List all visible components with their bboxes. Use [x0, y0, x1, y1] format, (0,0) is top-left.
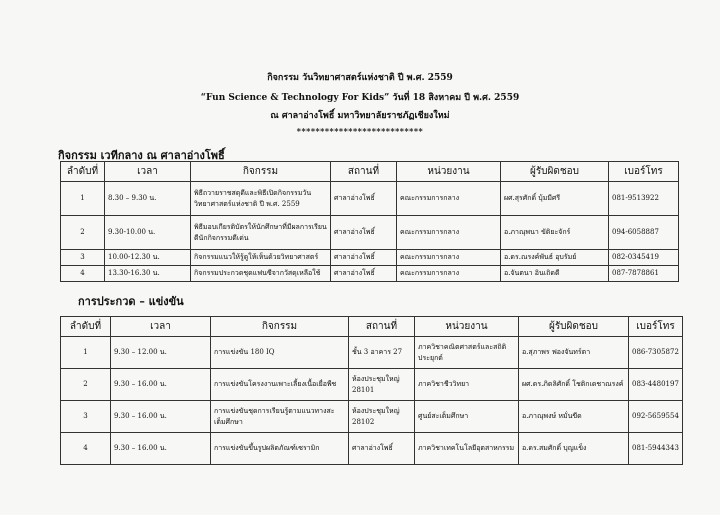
row-no: 1 — [61, 337, 111, 369]
row-phone: 081-9513922 — [609, 182, 679, 216]
col-header: ลำดับที่ — [61, 317, 111, 337]
row-unit: ศูนย์สะเต็มศึกษา — [415, 401, 519, 433]
row-place: ชั้น 3 อาคาร 27 — [349, 337, 415, 369]
row-place: ศาลาอ่างโพธิ์ — [349, 433, 415, 465]
row-no: 4 — [61, 266, 105, 282]
row-person: อ.จันตนา อินเถิดดี — [501, 266, 609, 282]
row-unit: คณะกรรมการกลาง — [397, 266, 501, 282]
row-phone: 087-7878861 — [609, 266, 679, 282]
row-activity: พิธีมอบเกียรติบัตรให้นักศึกษาที่มีผลการเรียนดีนักกิจกรรมดีเด่น — [191, 216, 331, 250]
row-time: 9.30 – 16.00 น. — [111, 433, 211, 465]
col-header: เบอร์โทร — [629, 317, 683, 337]
row-phone: 083-4480197 — [629, 369, 683, 401]
row-activity: การแข่งขันชุดการเรียนรู้ตามแนวทางสะเต็มศึกษา — [211, 401, 349, 433]
contest-table — [60, 316, 683, 465]
row-place: ห้องประชุมใหญ่ 28101 — [349, 369, 415, 401]
row-no: 2 — [61, 369, 111, 401]
col-header: ผู้รับผิดชอบ — [501, 162, 609, 182]
col-header: หน่วยงาน — [415, 317, 519, 337]
row-no: 2 — [61, 216, 105, 250]
row-person: อ.ดร.สมศักดิ์ บุญแข็ง — [519, 433, 629, 465]
table-header-row — [61, 162, 679, 182]
table-row — [61, 182, 679, 216]
row-time: 8.30 – 9.30 น. — [105, 182, 191, 216]
row-place: ศาลาอ่างโพธิ์ — [331, 266, 397, 282]
row-unit: คณะกรรมการกลาง — [397, 182, 501, 216]
row-phone: 081-5944343 — [629, 433, 683, 465]
doc-separator: *************************** — [296, 126, 424, 136]
row-place: ศาลาอ่างโพธิ์ — [331, 250, 397, 266]
row-phone: 082-0345419 — [609, 250, 679, 266]
row-no: 4 — [61, 433, 111, 465]
table-row — [61, 369, 683, 401]
col-header: หน่วยงาน — [397, 162, 501, 182]
row-unit: ภาควิชาคณิตศาสตร์และสถิติประยุกต์ — [415, 337, 519, 369]
table-row — [61, 433, 683, 465]
col-header: กิจกรรม — [211, 317, 349, 337]
row-time: 9.30 – 16.00 น. — [111, 401, 211, 433]
col-header: สถานที่ — [349, 317, 415, 337]
row-activity: กิจกรรมแนวให้รู้ดูให้เห็นด้วยวิทยาศาสตร์ — [191, 250, 331, 266]
section-title-stage: กิจกรรม เวทีกลาง ณ ศาลาอ่างโพธิ์ — [58, 149, 225, 162]
row-person: ผศ.ดร.ภิดลิศักดิ์ โชติกเดชาณรงค์ — [519, 369, 629, 401]
row-time: 9.30-10.00 น. — [105, 216, 191, 250]
col-header: กิจกรรม — [191, 162, 331, 182]
row-activity: การแข่งขัน 180 IQ — [211, 337, 349, 369]
col-header: เวลา — [111, 317, 211, 337]
row-time: 13.30-16.30 น. — [105, 266, 191, 282]
col-header: ลำดับที่ — [61, 162, 105, 182]
doc-title: กิจกรรม วันวิทยาศาสตร์แห่งชาติ ปี พ.ศ. 2559 — [267, 73, 453, 83]
row-no: 3 — [61, 401, 111, 433]
row-activity: การแข่งขันโครงงานเพาะเลี้ยงเนื้อเยื่อพืช — [211, 369, 349, 401]
row-time: 9.30 – 16.00 น. — [111, 369, 211, 401]
row-phone: 092-5659554 — [629, 401, 683, 433]
row-place: ศาลาอ่างโพธิ์ — [331, 182, 397, 216]
row-person: อ.สุภาพร ฟองจันทร์ตา — [519, 337, 629, 369]
row-unit: ภาควิชาเทคโนโลยีอุตสาหกรรม — [415, 433, 519, 465]
stage-activities-table — [60, 161, 679, 282]
doc-subtitle: “Fun Science & Technology For Kids” วันที่ 18 สิงหาคม ปี พ.ศ. 2559 — [200, 93, 520, 103]
col-header: ผู้รับผิดชอบ — [519, 317, 629, 337]
row-phone: 086-7305872 — [629, 337, 683, 369]
row-activity: กิจกรรมประกวดชุดแฟนซีจากวัสดุเหลือใช้ — [191, 266, 331, 282]
col-header: เบอร์โทร — [609, 162, 679, 182]
table-row — [61, 401, 683, 433]
row-no: 3 — [61, 250, 105, 266]
row-person: อ.ภาณุพงษ์ หมั่นขีด — [519, 401, 629, 433]
row-person: ผศ.สุรศักดิ์ บุ้มมีศรี — [501, 182, 609, 216]
row-activity: พิธีถวายราชสดุดีและพิธีเปิดกิจกรรมวันวิทยาศาสตร์แห่งชาติ ปี พ.ศ. 2559 — [191, 182, 331, 216]
col-header: เวลา — [105, 162, 191, 182]
col-header: สถานที่ — [331, 162, 397, 182]
row-activity: การแข่งขันขึ้นรูปผลิตภัณฑ์เซรามิก — [211, 433, 349, 465]
section-title-contest: การประกวด – แข่งขัน — [78, 295, 184, 308]
doc-venue: ณ ศาลาอ่างโพธิ์ มหาวิทยาลัยราชภัฏเชียงใหม่ — [270, 111, 450, 121]
row-place: ห้องประชุมใหญ่ 28102 — [349, 401, 415, 433]
row-place: ศาลาอ่างโพธิ์ — [331, 216, 397, 250]
table-row — [61, 216, 679, 250]
table-row — [61, 337, 683, 369]
row-person: อ.ภาณุพนา ขัติยะจักร์ — [501, 216, 609, 250]
row-phone: 094-6058887 — [609, 216, 679, 250]
table-row — [61, 266, 679, 282]
row-no: 1 — [61, 182, 105, 216]
row-time: 10.00-12.30 น. — [105, 250, 191, 266]
row-person: อ.ดร.ณรงค์พันธ์ อุบรัมย์ — [501, 250, 609, 266]
row-unit: คณะกรรมการกลาง — [397, 216, 501, 250]
row-unit: ภาควิชาชีววิทยา — [415, 369, 519, 401]
row-time: 9.30 – 12.00 น. — [111, 337, 211, 369]
table-header-row — [61, 317, 683, 337]
row-unit: คณะกรรมการกลาง — [397, 250, 501, 266]
table-row — [61, 250, 679, 266]
